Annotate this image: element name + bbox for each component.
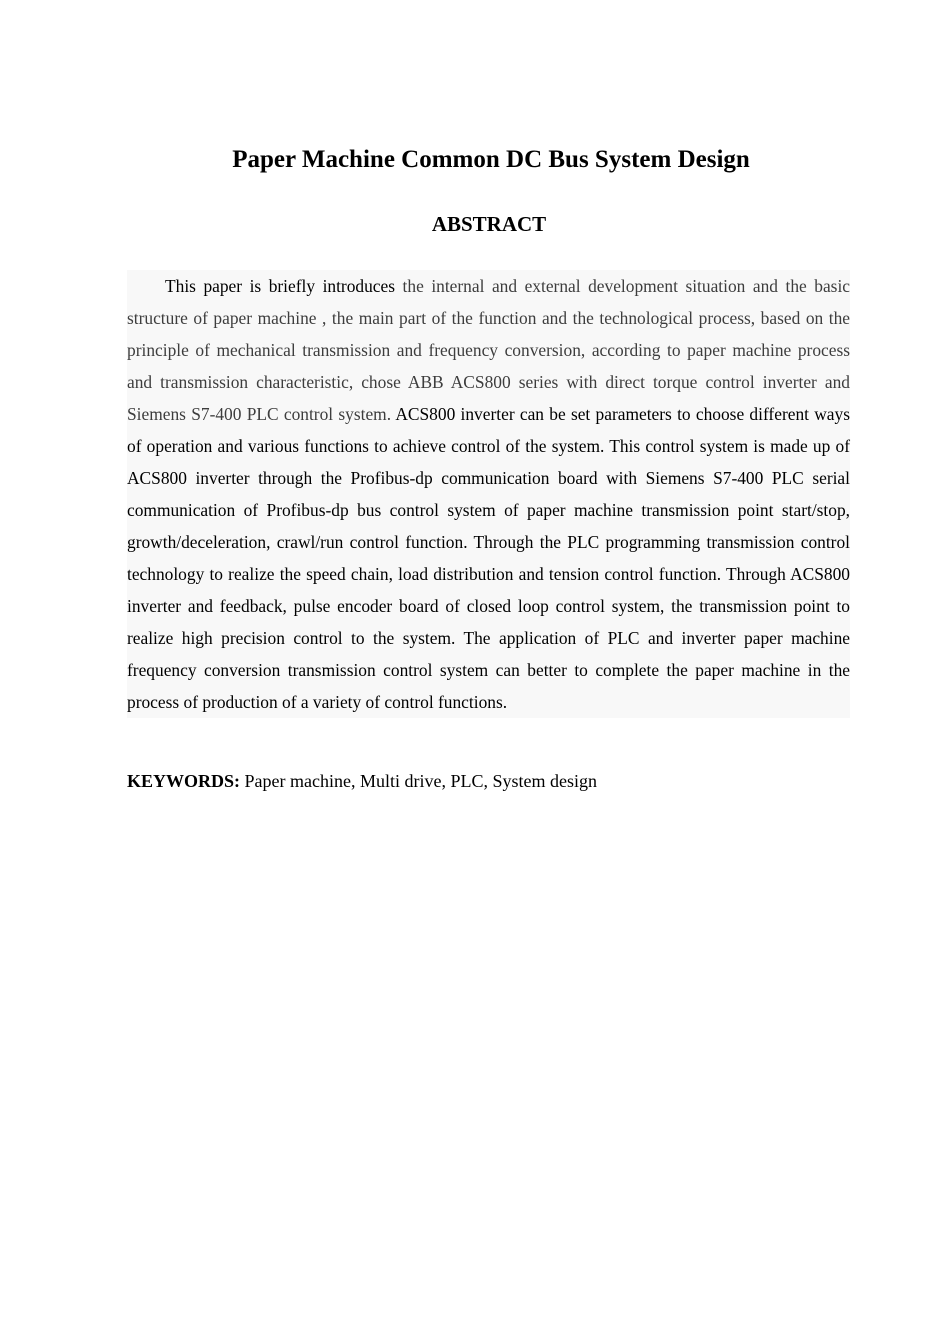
keywords-label: KEYWORDS:: [127, 771, 241, 791]
abstract-text-system: ACS800 inverter can be set parameters to choose different ways of operation and various functions to achieve control of the system. This control system is made up of ACS800 inverter through the Profibus-dp communication board with Siemens S7-400 PLC serial communication of Profibus-dp bus control system of paper machine transmission point start/stop, growth/deceleration, crawl/run control function. Through the PLC programming transmission control technology to realize the speed chain, load distribution and tension control function. Through ACS800 inverter and feedback, pulse encoder board of closed loop control system, the transmission point to realize high precision control to the system. The application of PLC and inverter paper machine frequency conversion transmission control system can better to complete the paper machine in the process of production of a variety of control functions.: [127, 404, 850, 712]
abstract-heading: ABSTRACT: [431, 212, 547, 236]
abstract-paragraph: [127, 270, 850, 718]
keywords-line: [127, 767, 850, 795]
abstract-text-background: the internal and external development situation and the basic structure of paper machine , the main part of the function and the technological process, based on the principle of mechanical transmission and frequency conversion, according to paper machine process and transmission characteristic, chose ABB ACS800 series with direct torque control inverter and Siemens S7-400 PLC control system.: [127, 276, 850, 424]
page-title: Paper Machine Common DC Bus System Design: [232, 146, 750, 173]
keywords-text: Paper machine, Multi drive, PLC, System design: [240, 771, 597, 791]
abstract-text-intro: This paper is briefly introduces: [165, 276, 396, 296]
